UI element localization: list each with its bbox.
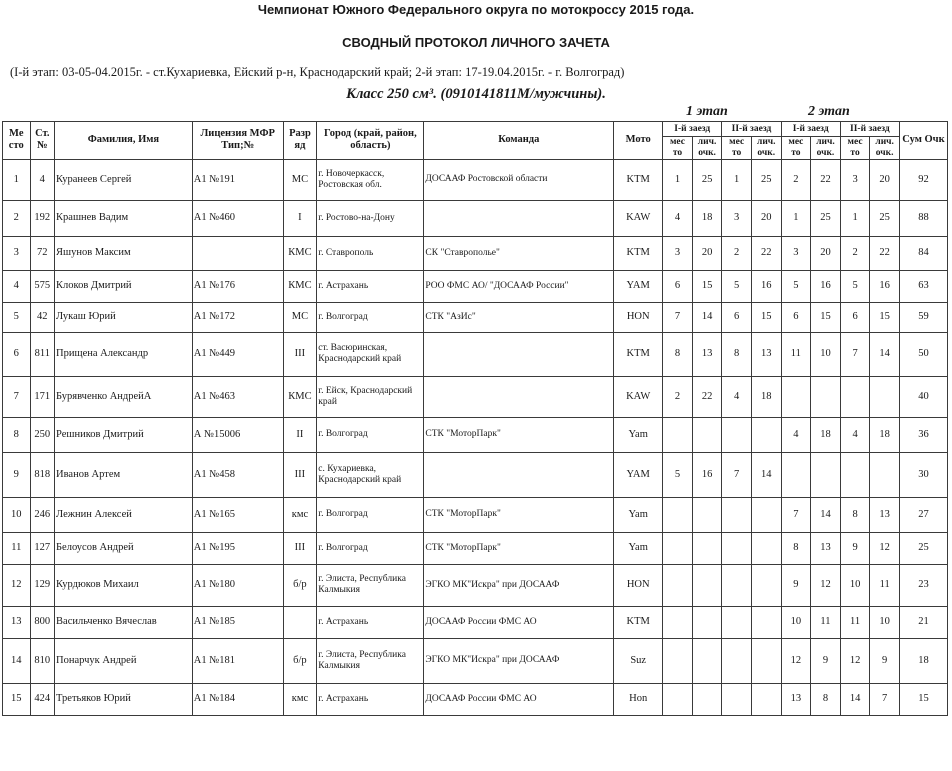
cell-moto: Suz <box>614 638 663 683</box>
cell-sum: 40 <box>899 376 947 417</box>
cell-rank: III <box>283 452 317 497</box>
cell-s2r2p: 6 <box>840 302 870 332</box>
cell-s2r2p: 7 <box>840 332 870 376</box>
cell-name: Иванов Артем <box>55 452 193 497</box>
cell-s2r1o: 16 <box>811 270 841 302</box>
cell-place: 6 <box>3 332 31 376</box>
cell-s1r2p <box>722 683 752 715</box>
cell-s2r1o: 11 <box>811 606 841 638</box>
cell-s2r2p: 10 <box>840 564 870 606</box>
cell-s2r2p: 4 <box>840 417 870 452</box>
cell-s1r2o <box>751 683 781 715</box>
cell-s1r1o: 25 <box>692 159 722 200</box>
cell-s2r2o <box>870 452 900 497</box>
cell-s2r2o <box>870 376 900 417</box>
cell-s1r1p: 5 <box>663 452 693 497</box>
col-pos: мес то <box>840 137 870 160</box>
cell-num: 42 <box>30 302 54 332</box>
cell-s2r2o: 25 <box>870 200 900 236</box>
cell-s2r1p: 11 <box>781 332 811 376</box>
cell-s2r1o: 8 <box>811 683 841 715</box>
table-row <box>3 452 948 497</box>
cell-s1r2o: 25 <box>751 159 781 200</box>
cell-name: Бурявченко АндрейА <box>55 376 193 417</box>
cell-place: 4 <box>3 270 31 302</box>
cell-s1r1p: 1 <box>663 159 693 200</box>
cell-s1r2p: 1 <box>722 159 752 200</box>
cell-s1r2o: 18 <box>751 376 781 417</box>
cell-s1r2p <box>722 564 752 606</box>
championship-title: Чемпионат Южного Федерального округа по мотокроссу 2015 года. <box>257 2 695 17</box>
cell-s2r2p: 9 <box>840 532 870 564</box>
table-row <box>3 606 948 638</box>
cell-s1r1p <box>663 564 693 606</box>
cell-s2r2o: 12 <box>870 532 900 564</box>
cell-s1r1o: 13 <box>692 332 722 376</box>
cell-moto: KTM <box>614 236 663 270</box>
table-row <box>3 638 948 683</box>
col-pts: лич. очк. <box>811 137 841 160</box>
cell-city: г. Волгоград <box>317 532 424 564</box>
cell-s1r2o <box>751 564 781 606</box>
cell-sum: 36 <box>899 417 947 452</box>
cell-lic: А1 №449 <box>192 332 283 376</box>
cell-s1r1o: 15 <box>692 270 722 302</box>
cell-s2r2o: 7 <box>870 683 900 715</box>
cell-name: Решников Дмитрий <box>55 417 193 452</box>
cell-s1r1o: 14 <box>692 302 722 332</box>
table-row <box>3 236 948 270</box>
cell-place: 13 <box>3 606 31 638</box>
cell-name: Понарчук Андрей <box>55 638 193 683</box>
cell-s1r1p <box>663 606 693 638</box>
cell-moto: KTM <box>614 332 663 376</box>
cell-rank: б/р <box>283 638 317 683</box>
cell-team <box>424 376 614 417</box>
cell-team: СК "Ставрополье" <box>424 236 614 270</box>
cell-moto: HON <box>614 564 663 606</box>
cell-lic: А №15006 <box>192 417 283 452</box>
cell-place: 1 <box>3 159 31 200</box>
cell-s2r1p <box>781 452 811 497</box>
col-pts: лич. очк. <box>751 137 781 160</box>
cell-s1r1o: 18 <box>692 200 722 236</box>
cell-team: ДОСААФ России ФМС АО <box>424 606 614 638</box>
cell-s2r2p <box>840 376 870 417</box>
cell-num: 127 <box>30 532 54 564</box>
cell-s1r2p: 4 <box>722 376 752 417</box>
cell-place: 9 <box>3 452 31 497</box>
cell-moto: YAM <box>614 270 663 302</box>
cell-team <box>424 200 614 236</box>
cell-s2r1p: 2 <box>781 159 811 200</box>
cell-num: 129 <box>30 564 54 606</box>
cell-name: Крашнев Вадим <box>55 200 193 236</box>
col-sum: Сум Очк <box>899 122 947 160</box>
cell-num: 171 <box>30 376 54 417</box>
cell-team <box>424 332 614 376</box>
col-s2-race2: II-й заезд <box>840 122 899 137</box>
table-row <box>3 159 948 200</box>
cell-num: 818 <box>30 452 54 497</box>
cell-num: 192 <box>30 200 54 236</box>
cell-name: Белоусов Андрей <box>55 532 193 564</box>
cell-s1r1o <box>692 683 722 715</box>
cell-s2r1o: 9 <box>811 638 841 683</box>
cell-team: ДОСААФ Ростовской области <box>424 159 614 200</box>
stage1-label: 1 этап <box>686 104 728 119</box>
cell-rank: кмс <box>283 683 317 715</box>
stages-info: (I-й этап: 03-05-04.2015г. - ст.Кухариевка, Ейский р-н, Краснодарский край; 2-й этап: 17-19.04.2015г. - г. Волгоград) <box>10 65 625 79</box>
col-pts: лич. очк. <box>870 137 900 160</box>
cell-name: Яшунов Максим <box>55 236 193 270</box>
cell-team <box>424 452 614 497</box>
col-license: Лицензия МФР Тип;№ <box>192 122 283 160</box>
cell-team: ЭГКО МК"Искра" при ДОСААФ <box>424 638 614 683</box>
results-table <box>2 121 948 716</box>
col-s1-race2: II-й заезд <box>722 122 781 137</box>
cell-num: 424 <box>30 683 54 715</box>
cell-s2r2p: 14 <box>840 683 870 715</box>
cell-s2r1p: 4 <box>781 417 811 452</box>
cell-sum: 63 <box>899 270 947 302</box>
cell-s1r2o: 14 <box>751 452 781 497</box>
cell-rank: МС <box>283 159 317 200</box>
cell-s2r1o: 25 <box>811 200 841 236</box>
cell-moto: KTM <box>614 606 663 638</box>
cell-sum: 27 <box>899 497 947 532</box>
cell-place: 2 <box>3 200 31 236</box>
cell-place: 15 <box>3 683 31 715</box>
table-row <box>3 564 948 606</box>
cell-lic <box>192 236 283 270</box>
cell-s1r1o <box>692 417 722 452</box>
cell-lic: А1 №460 <box>192 200 283 236</box>
col-name: Фамилия, Имя <box>55 122 193 160</box>
cell-city: г. Волгоград <box>317 417 424 452</box>
cell-sum: 18 <box>899 638 947 683</box>
cell-s2r1o: 14 <box>811 497 841 532</box>
cell-place: 14 <box>3 638 31 683</box>
cell-s2r1p: 13 <box>781 683 811 715</box>
cell-sum: 15 <box>899 683 947 715</box>
cell-name: Курдюков Михаил <box>55 564 193 606</box>
cell-lic: А1 №176 <box>192 270 283 302</box>
cell-s2r1o: 15 <box>811 302 841 332</box>
cell-s2r2p: 3 <box>840 159 870 200</box>
cell-num: 800 <box>30 606 54 638</box>
col-number: Ст. № <box>30 122 54 160</box>
cell-s1r2p <box>722 638 752 683</box>
cell-city: г. Ставрополь <box>317 236 424 270</box>
col-team: Команда <box>424 122 614 160</box>
cell-team: СТК "МоторПарк" <box>424 497 614 532</box>
cell-s1r1o <box>692 532 722 564</box>
cell-s1r1p: 7 <box>663 302 693 332</box>
cell-team: СТК "МоторПарк" <box>424 417 614 452</box>
cell-s1r1p <box>663 532 693 564</box>
table-row <box>3 532 948 564</box>
protocol-title: СВОДНЫЙ ПРОТОКОЛ ЛИЧНОГО ЗАЧЕТА <box>342 35 610 50</box>
cell-s1r2p <box>722 606 752 638</box>
cell-s1r2p: 6 <box>722 302 752 332</box>
cell-city: ст. Васюринская, Краснодарский край <box>317 332 424 376</box>
cell-city: с. Кухариевка, Краснодарский край <box>317 452 424 497</box>
cell-rank: III <box>283 332 317 376</box>
cell-s1r2o: 20 <box>751 200 781 236</box>
cell-s2r2p: 2 <box>840 236 870 270</box>
cell-moto: Yam <box>614 532 663 564</box>
cell-s1r1o: 16 <box>692 452 722 497</box>
cell-s2r2o: 15 <box>870 302 900 332</box>
cell-team: РОО ФМС АО/ "ДОСААФ России" <box>424 270 614 302</box>
cell-team: СТК "МоторПарк" <box>424 532 614 564</box>
col-pos: мес то <box>781 137 811 160</box>
cell-city: г. Астрахань <box>317 683 424 715</box>
cell-place: 8 <box>3 417 31 452</box>
cell-s2r1o <box>811 452 841 497</box>
cell-place: 3 <box>3 236 31 270</box>
cell-s2r2p: 11 <box>840 606 870 638</box>
cell-s2r1o <box>811 376 841 417</box>
cell-sum: 23 <box>899 564 947 606</box>
cell-moto: KTM <box>614 159 663 200</box>
cell-lic: А1 №185 <box>192 606 283 638</box>
cell-s2r2o: 9 <box>870 638 900 683</box>
cell-place: 5 <box>3 302 31 332</box>
cell-s1r2p <box>722 532 752 564</box>
col-s2-race1: I-й заезд <box>781 122 840 137</box>
cell-sum: 88 <box>899 200 947 236</box>
table-row <box>3 376 948 417</box>
cell-s1r1p <box>663 683 693 715</box>
cell-num: 575 <box>30 270 54 302</box>
cell-s2r1o: 13 <box>811 532 841 564</box>
cell-s1r1p: 4 <box>663 200 693 236</box>
cell-sum: 59 <box>899 302 947 332</box>
cell-team: ДОСААФ России ФМС АО <box>424 683 614 715</box>
cell-rank: III <box>283 532 317 564</box>
cell-city: г. Волгоград <box>317 497 424 532</box>
cell-s1r2p: 8 <box>722 332 752 376</box>
cell-s2r2o: 10 <box>870 606 900 638</box>
cell-s2r1p: 10 <box>781 606 811 638</box>
cell-s1r1p <box>663 417 693 452</box>
cell-s1r2o <box>751 532 781 564</box>
cell-num: 250 <box>30 417 54 452</box>
cell-s1r1p <box>663 497 693 532</box>
cell-s2r1p: 9 <box>781 564 811 606</box>
cell-city: г. Ейск, Краснодарский край <box>317 376 424 417</box>
cell-num: 4 <box>30 159 54 200</box>
cell-s2r1p: 1 <box>781 200 811 236</box>
cell-team: СТК "АзИс" <box>424 302 614 332</box>
cell-s2r2o: 22 <box>870 236 900 270</box>
cell-s1r1o: 22 <box>692 376 722 417</box>
cell-s2r1p: 6 <box>781 302 811 332</box>
col-place: Ме сто <box>3 122 31 160</box>
cell-name: Лукаш Юрий <box>55 302 193 332</box>
cell-lic: А1 №463 <box>192 376 283 417</box>
cell-s2r2o: 18 <box>870 417 900 452</box>
cell-name: Клоков Дмитрий <box>55 270 193 302</box>
cell-rank: II <box>283 417 317 452</box>
stage2-label: 2 этап <box>808 104 850 119</box>
cell-rank: КМС <box>283 236 317 270</box>
cell-name: Васильченко Вячеслав <box>55 606 193 638</box>
col-pos: мес то <box>722 137 752 160</box>
cell-sum: 50 <box>899 332 947 376</box>
cell-s1r2o <box>751 497 781 532</box>
cell-rank: МС <box>283 302 317 332</box>
cell-rank: кмс <box>283 497 317 532</box>
cell-team: ЭГКО МК"Искра" при ДОСААФ <box>424 564 614 606</box>
cell-sum: 30 <box>899 452 947 497</box>
cell-city: г. Ростово-на-Дону <box>317 200 424 236</box>
cell-s1r2o <box>751 606 781 638</box>
table-row <box>3 417 948 452</box>
cell-city: г. Новочеркасск, Ростовская обл. <box>317 159 424 200</box>
col-pos: мес то <box>663 137 693 160</box>
cell-s1r1p: 6 <box>663 270 693 302</box>
cell-place: 10 <box>3 497 31 532</box>
cell-s1r2p: 5 <box>722 270 752 302</box>
cell-s2r2p: 12 <box>840 638 870 683</box>
cell-sum: 84 <box>899 236 947 270</box>
cell-s2r1p: 5 <box>781 270 811 302</box>
cell-rank: I <box>283 200 317 236</box>
cell-s2r1o: 18 <box>811 417 841 452</box>
cell-s2r1p: 3 <box>781 236 811 270</box>
cell-lic: А1 №180 <box>192 564 283 606</box>
cell-s1r2o: 15 <box>751 302 781 332</box>
cell-num: 810 <box>30 638 54 683</box>
cell-s2r1p: 8 <box>781 532 811 564</box>
cell-s2r1p <box>781 376 811 417</box>
cell-name: Прищена Александр <box>55 332 193 376</box>
cell-sum: 21 <box>899 606 947 638</box>
cell-place: 7 <box>3 376 31 417</box>
cell-lic: А1 №191 <box>192 159 283 200</box>
col-city: Город (край, район, область) <box>317 122 424 160</box>
cell-s1r1p: 8 <box>663 332 693 376</box>
cell-rank: б/р <box>283 564 317 606</box>
cell-s1r2p <box>722 497 752 532</box>
cell-moto: KAW <box>614 376 663 417</box>
cell-moto: HON <box>614 302 663 332</box>
cell-num: 246 <box>30 497 54 532</box>
cell-name: Куранеев Сергей <box>55 159 193 200</box>
cell-city: г. Волгоград <box>317 302 424 332</box>
cell-moto: Hon <box>614 683 663 715</box>
col-rank: Разр яд <box>283 122 317 160</box>
cell-rank <box>283 606 317 638</box>
cell-s1r1p: 2 <box>663 376 693 417</box>
cell-s1r2o: 13 <box>751 332 781 376</box>
table-row <box>3 497 948 532</box>
cell-moto: KAW <box>614 200 663 236</box>
table-row <box>3 200 948 236</box>
cell-s2r1p: 12 <box>781 638 811 683</box>
cell-lic: А1 №184 <box>192 683 283 715</box>
cell-s2r1o: 12 <box>811 564 841 606</box>
cell-s1r1o <box>692 606 722 638</box>
cell-s2r2o: 20 <box>870 159 900 200</box>
cell-city: г. Астрахань <box>317 270 424 302</box>
cell-s2r2p: 1 <box>840 200 870 236</box>
cell-place: 11 <box>3 532 31 564</box>
table-row <box>3 332 948 376</box>
cell-s2r1o: 20 <box>811 236 841 270</box>
cell-city: г. Элиста, Республика Калмыкия <box>317 564 424 606</box>
cell-s1r1o <box>692 564 722 606</box>
cell-lic: А1 №195 <box>192 532 283 564</box>
cell-city: г. Элиста, Республика Калмыкия <box>317 638 424 683</box>
cell-s2r1o: 22 <box>811 159 841 200</box>
cell-s1r1p: 3 <box>663 236 693 270</box>
cell-s1r2o: 22 <box>751 236 781 270</box>
cell-num: 811 <box>30 332 54 376</box>
col-s1-race1: I-й заезд <box>663 122 722 137</box>
cell-s2r1o: 10 <box>811 332 841 376</box>
cell-sum: 92 <box>899 159 947 200</box>
cell-lic: А1 №172 <box>192 302 283 332</box>
cell-s2r2p: 8 <box>840 497 870 532</box>
cell-s2r1p: 7 <box>781 497 811 532</box>
cell-sum: 25 <box>899 532 947 564</box>
cell-name: Лежнин Алексей <box>55 497 193 532</box>
cell-s2r2p: 5 <box>840 270 870 302</box>
cell-moto: YAM <box>614 452 663 497</box>
cell-s1r2o <box>751 417 781 452</box>
cell-s1r2p: 7 <box>722 452 752 497</box>
cell-s1r2o <box>751 638 781 683</box>
cell-s2r2o: 11 <box>870 564 900 606</box>
class-line: Класс 250 см³. (0910141811М/мужчины). <box>346 86 606 102</box>
cell-s1r2p: 3 <box>722 200 752 236</box>
cell-s1r1o: 20 <box>692 236 722 270</box>
cell-s1r2o: 16 <box>751 270 781 302</box>
table-row <box>3 270 948 302</box>
cell-rank: КМС <box>283 270 317 302</box>
col-pts: лич. очк. <box>692 137 722 160</box>
cell-place: 12 <box>3 564 31 606</box>
cell-s2r2o: 14 <box>870 332 900 376</box>
cell-num: 72 <box>30 236 54 270</box>
cell-rank: КМС <box>283 376 317 417</box>
cell-moto: Yam <box>614 417 663 452</box>
cell-lic: А1 №181 <box>192 638 283 683</box>
cell-lic: А1 №458 <box>192 452 283 497</box>
cell-s1r1o <box>692 638 722 683</box>
col-moto: Мото <box>614 122 663 160</box>
table-row <box>3 302 948 332</box>
cell-s2r2p <box>840 452 870 497</box>
cell-city: г. Астрахань <box>317 606 424 638</box>
cell-s1r1o <box>692 497 722 532</box>
cell-s1r2p: 2 <box>722 236 752 270</box>
cell-s2r2o: 13 <box>870 497 900 532</box>
cell-lic: А1 №165 <box>192 497 283 532</box>
cell-name: Третьяков Юрий <box>55 683 193 715</box>
cell-s1r1p <box>663 638 693 683</box>
cell-s1r2p <box>722 417 752 452</box>
cell-moto: Yam <box>614 497 663 532</box>
cell-s2r2o: 16 <box>870 270 900 302</box>
table-row <box>3 683 948 715</box>
